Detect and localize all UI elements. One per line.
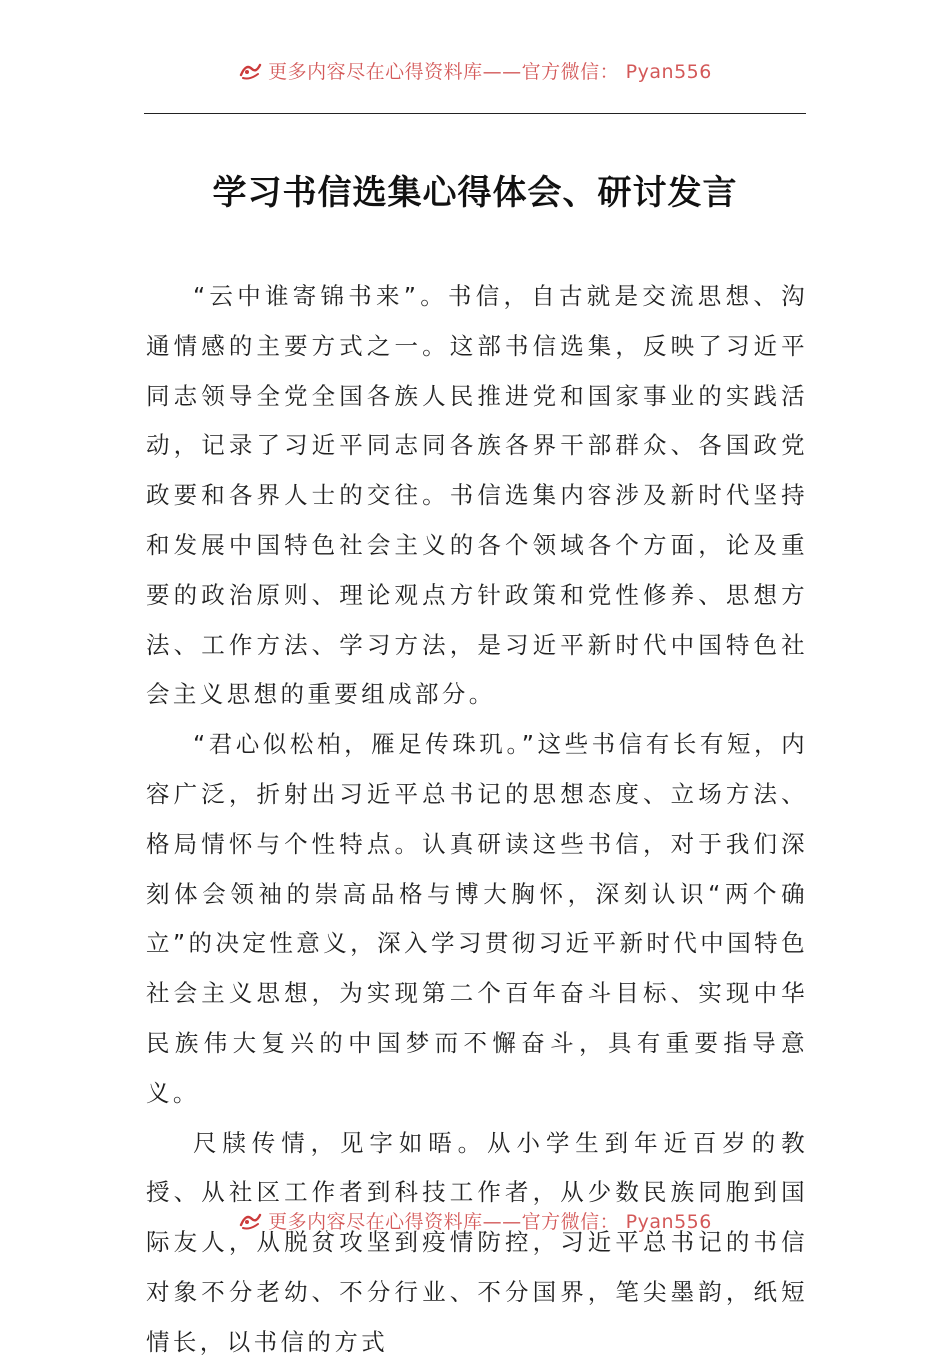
header-watermark: [0, 56, 950, 84]
header-watermark-text: 更多内容尽在心得资料库——官方微信： Pyan556: [268, 60, 712, 83]
header-divider: [144, 113, 806, 114]
document-body: [146, 272, 808, 1368]
book-logo-icon: [238, 59, 264, 81]
book-logo-icon: [238, 1209, 264, 1231]
paragraph-1: “云中谁寄锦书来”。书信，自古就是交流思想、沟通情感的主要方式之一。这部书信选集，反映了习近平同志领导全党全国各族人民推进党和国家事业的实践活动，记录了习近平同志同各族各界干部群众、各国政党政要和各界人士的交往。书信选集内容涉及新时代坚持和发展中国特色社会主义的各个领域各个方面，论及重要的政治原则、理论观点方针政策和党性修养、思想方法、工作方法、学习方法，是习近平新时代中国特色社会主义思想的重要组成部分。: [146, 282, 808, 709]
footer-watermark: [0, 1206, 950, 1234]
footer-watermark-text: 更多内容尽在心得资料库——官方微信： Pyan556: [268, 1210, 712, 1233]
paragraph-3: 尺牍传情，见字如晤。从小学生到年近百岁的教授、从社区工作者到科技工作者，从少数民族同胞到国际友人，从脱贫攻坚到疫情防控，习近平总书记的书信对象不分老幼、不分行业、不分国界，笔尖墨韵，纸短情长，以书信的方式: [146, 1128, 808, 1356]
document-title: 学习书信选集心得体会、研讨发言: [212, 173, 738, 213]
paragraph-2: “君心似松柏，雁足传珠玑。”这些书信有长有短，内容广泛，折射出习近平总书记的思想态度、立场方法、格局情怀与个性特点。认真研读这些书信，对于我们深刻体会领袖的崇高品格与博大胸怀，深刻认识“两个确立”的决定性意义，深入学习贯彻习近平新时代中国特色社会主义思想，为实现第二个百年奋斗目标、实现中华民族伟大复兴的中国梦而不懈奋斗，具有重要指导意义。: [146, 730, 808, 1107]
